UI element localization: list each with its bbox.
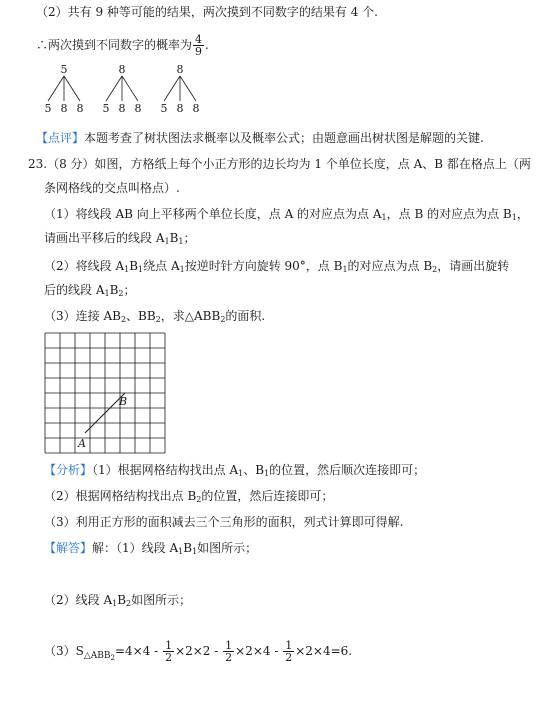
- text: ，点 B 的对应点为点 B: [386, 207, 512, 221]
- text: （2）共有 9 种等可能的结果，两次摸到不同数字的结果有 4 个.: [36, 5, 378, 19]
- text: 条网格线的交点叫格点）.: [44, 181, 180, 195]
- text: 后的线段 A: [44, 283, 105, 297]
- subscript: 1: [179, 265, 185, 274]
- probability-line: [36, 34, 209, 57]
- subscript: 1: [138, 265, 144, 274]
- tree-leaf-label: 5: [160, 102, 168, 115]
- tree-leaf-label: 8: [60, 102, 68, 115]
- fraction-denominator: 2: [285, 651, 293, 664]
- tree-branch: [180, 76, 196, 101]
- text: 的对应点为点 B: [347, 259, 433, 273]
- text: （1）根据网格结构找出点 A: [92, 463, 239, 477]
- analysis-line2: [44, 488, 333, 508]
- analysis-line3: [44, 514, 403, 530]
- fraction-numerator: 1: [225, 639, 233, 652]
- text: 按逆时针方向旋转 90°，点 B: [184, 259, 343, 273]
- grid-figure: [42, 330, 166, 454]
- text: .: [205, 38, 209, 52]
- fraction-denominator: 2: [225, 651, 233, 664]
- point-b-label: B: [119, 395, 128, 408]
- solution-tag: 【解答】: [44, 541, 93, 555]
- tree-branch: [64, 76, 80, 101]
- text: B: [183, 541, 193, 555]
- text: （2）根据网格结构找出点 B: [44, 489, 197, 503]
- text: ∴两次摸到不同数字的概率为: [36, 38, 193, 52]
- text: 绕点 A: [143, 259, 180, 273]
- text: ，求△ABB: [160, 309, 221, 323]
- solution-line1: [44, 540, 257, 560]
- q23-part1-line2: [44, 230, 196, 250]
- tree-diagram: [36, 64, 236, 116]
- tree-leaf-label: 8: [118, 102, 126, 115]
- fraction-numerator: 4: [195, 33, 203, 46]
- q23-part3-line: [44, 308, 265, 328]
- text: 、BB: [126, 309, 156, 323]
- text: B: [169, 231, 179, 245]
- subscript: 2: [110, 654, 115, 662]
- text: 如图所示；: [197, 541, 258, 555]
- tree-branch: [122, 76, 138, 101]
- subscript: 2: [118, 289, 124, 298]
- text: =4×4 -: [114, 644, 159, 658]
- subscript: 1: [381, 213, 387, 222]
- subscript: 2: [120, 315, 127, 324]
- text: 、B: [243, 463, 265, 477]
- subscript: 2: [432, 265, 438, 274]
- q23-stem-line1: [28, 156, 531, 172]
- subscript: 2: [155, 315, 161, 324]
- subscript: 1: [264, 469, 270, 478]
- q23-stem-line2: [44, 180, 180, 196]
- text: B: [117, 593, 127, 607]
- text: ；: [183, 231, 196, 245]
- subscript: 1: [192, 547, 198, 556]
- subscript: 2: [220, 315, 226, 324]
- subscript: 1: [178, 547, 184, 556]
- subscript: 1: [511, 213, 517, 222]
- tree-leaf-label: 5: [102, 102, 110, 115]
- comment-tag: 【点评】: [36, 131, 85, 145]
- text: 请画出平移后的线段 A: [44, 231, 165, 245]
- subscript: 2: [196, 495, 202, 504]
- tree-root-label: 5: [60, 64, 68, 76]
- text: （1）将线段 AB 向上平移两个单位长度，点 A 的对应点为点 A: [44, 207, 382, 221]
- tree-leaf-label: 8: [134, 102, 142, 115]
- text: ×2×4=6.: [295, 644, 353, 658]
- q23-part1-line1: [44, 206, 529, 226]
- probability-fraction: [193, 34, 204, 57]
- q23-part2-line2: [44, 282, 136, 302]
- text: ；: [123, 283, 136, 297]
- text: 解：（1）线段 A: [92, 541, 179, 555]
- tree-root-label: 8: [118, 64, 126, 76]
- solution-line2: [44, 592, 191, 612]
- solution-line3: [44, 636, 352, 673]
- fraction-numerator: 1: [165, 639, 173, 652]
- half-fraction: [223, 640, 234, 663]
- fraction-numerator: 1: [285, 639, 293, 652]
- subscript: 1: [124, 265, 130, 274]
- subscript: 1: [342, 265, 348, 274]
- subscript: 1: [104, 289, 110, 298]
- subscript: 1: [178, 237, 184, 246]
- text: 23.（8 分）如图，方格纸上每个小正方形的边长均为 1 个单位长度，点 A、B 都在格点上（两: [28, 157, 531, 171]
- tree-leaf-label: 5: [44, 102, 52, 115]
- text: （3）利用正方形的面积减去三个三角形的面积，列式计算即可得解.: [44, 515, 404, 529]
- comment-line: [36, 130, 484, 146]
- point-a-label: A: [78, 437, 86, 450]
- tree-leaf-label: 8: [192, 102, 200, 115]
- area-subscript: △ABB: [83, 651, 111, 661]
- text: 如图所示；: [131, 593, 192, 607]
- text: 的位置，然后连接即可；: [201, 489, 334, 503]
- tree-leaf-label: 8: [176, 102, 184, 115]
- text: B: [109, 283, 119, 297]
- fraction-denominator: 2: [165, 651, 173, 664]
- analysis-line1: [44, 462, 425, 482]
- analysis-tag: 【分析】: [44, 463, 93, 477]
- comment-text: 本题考查了树状图法求概率以及概率公式；由题意画出树状图是解题的关键.: [84, 131, 484, 145]
- half-fraction: [163, 640, 174, 663]
- text: 的面积.: [225, 309, 266, 323]
- tree-leaf-label: 8: [76, 102, 84, 115]
- text: ×2×2 -: [175, 644, 219, 658]
- text: （2）将线段 A: [44, 259, 125, 273]
- text: 的位置，然后顺次连接即可；: [269, 463, 426, 477]
- text: ×2×4 -: [235, 644, 279, 658]
- text: （3）S: [44, 644, 84, 658]
- subscript: 1: [238, 469, 244, 478]
- half-fraction: [283, 640, 294, 663]
- subscript: 2: [126, 599, 132, 608]
- q23-part2-line1: [44, 258, 509, 278]
- fraction-denominator: 9: [195, 45, 203, 58]
- subscript: 1: [112, 599, 118, 608]
- tree-root-label: 8: [176, 64, 184, 76]
- text: （3）连接 AB: [44, 309, 121, 323]
- subscript: 1: [164, 237, 170, 246]
- text: ，: [516, 207, 529, 221]
- text: （2）线段 A: [44, 593, 113, 607]
- tree-branch: [164, 76, 180, 101]
- text: ，请画出旋转: [437, 259, 510, 273]
- tree-branch: [106, 76, 122, 101]
- tree-branch: [48, 76, 64, 101]
- part2-result-line: [36, 4, 378, 20]
- text: B: [129, 259, 139, 273]
